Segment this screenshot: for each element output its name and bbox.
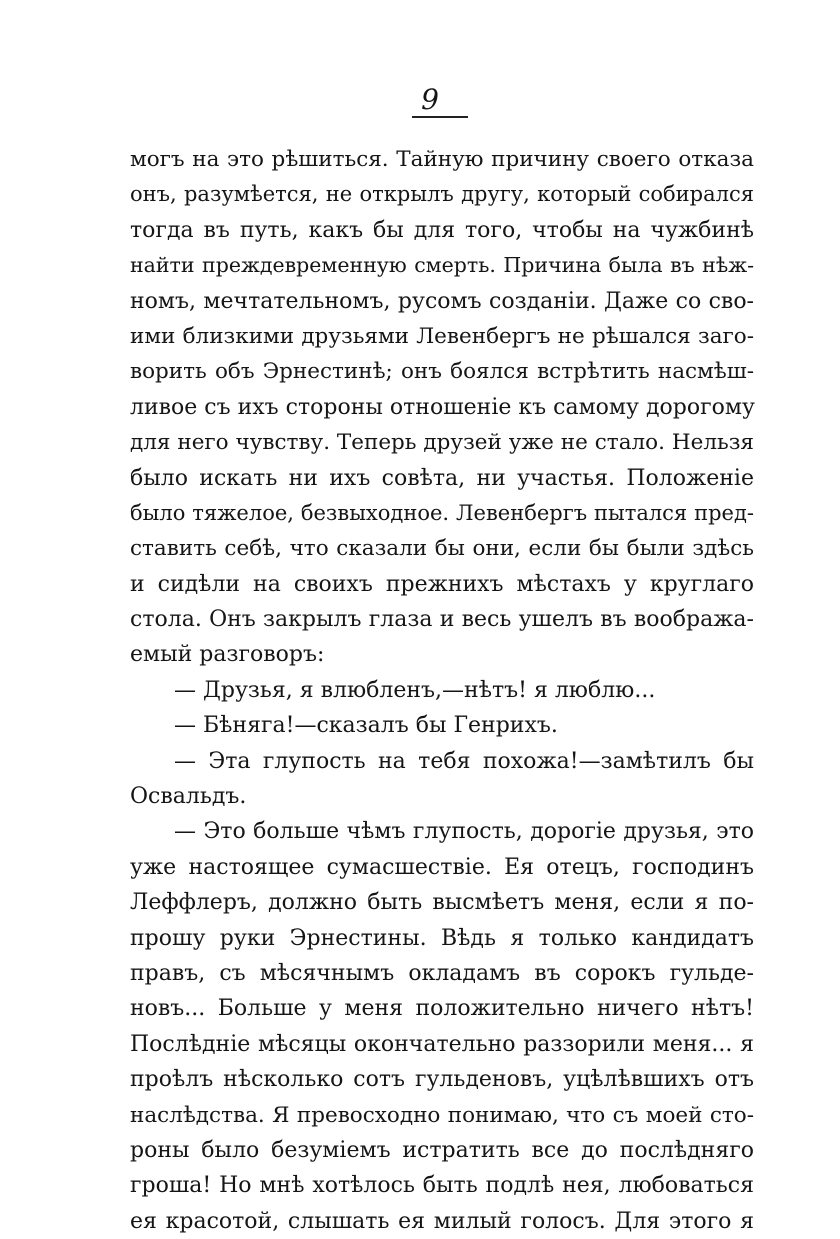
dialogue-line: — Друзья, я влюбленъ,—нѣтъ! я люблю... xyxy=(174,677,656,703)
dialogue-line: — Эта глупость на тебя похожа!—замѣтилъ бы xyxy=(174,748,754,774)
text-line: стола. Онъ закрылъ глаза и весь ушелъ въ вообража- xyxy=(130,607,754,633)
text-line: ея красотой, слышать ея милый голосъ. Для этого я xyxy=(130,1208,754,1234)
text-line: Послѣдніе мѣсяцы окончательно раззорили меня... я xyxy=(130,1031,754,1057)
text-line: новъ... Больше у меня положительно ничего нѣтъ! xyxy=(130,996,754,1022)
text-line: для него чувству. Теперь друзей уже не стало. Нельзя xyxy=(130,430,754,456)
text-line: было тяжелое, безвыходное. Левенбергъ пытался пред- xyxy=(130,500,754,525)
text-line: уже настоящее сумасшествіе. Ея отецъ, господинъ xyxy=(130,854,754,880)
text-line: Освальдъ. xyxy=(130,784,247,810)
text-line: проѣлъ нѣсколько сотъ гульденовъ, уцѣлѣвшихъ отъ xyxy=(130,1067,754,1093)
body-text xyxy=(130,142,754,1239)
text-line: номъ, мечтательномъ, русомъ созданіи. Даже со сво- xyxy=(130,288,754,314)
text-line: тогда въ путь, какъ бы для того, чтобы на чужбинѣ xyxy=(130,217,754,243)
text-line: найти преждевременную смерть. Причина была въ нѣж- xyxy=(130,253,754,278)
text-line: ливое съ ихъ стороны отношеніе къ самому дорогому xyxy=(130,394,755,420)
page-number: 9 xyxy=(421,83,439,116)
dialogue-line: — Это больше чѣмъ глупость, дорогіе друзья, это xyxy=(174,819,754,845)
text-line: ими близкими друзьями Левенбергъ не рѣшался заго- xyxy=(130,323,754,349)
text-line: наслѣдства. Я превосходно понимаю, что съ моей сто- xyxy=(130,1102,754,1128)
text-line: онъ, разумѣется, не открылъ другу, который собирался xyxy=(130,182,754,207)
text-line: ставить себѣ, что сказали бы они, если бы были здѣсь xyxy=(130,536,754,562)
page-number-underline xyxy=(412,116,468,118)
text-line: роны было безуміемъ истратить все до послѣдняго xyxy=(130,1137,754,1163)
text-line: емый разговоръ: xyxy=(130,642,325,668)
text-line: ворить объ Эрнестинѣ; онъ боялся встрѣтить насмѣш- xyxy=(130,359,754,385)
text-line: и сидѣли на своихъ прежнихъ мѣстахъ у круглаго xyxy=(130,571,754,597)
dialogue-line: — Бѣняга!—сказалъ бы Генрихъ. xyxy=(174,713,558,739)
text-line: Леффлеръ, должно быть высмѣетъ меня, если я по- xyxy=(130,890,754,916)
text-line: правъ, съ мѣсячнымъ окладамъ въ сорокъ гульде- xyxy=(130,960,754,986)
text-line: прошу руки Эрнестины. Вѣдь я только кандидатъ xyxy=(130,925,754,951)
text-line: было искать ни ихъ совѣта, ни участья. Положеніе xyxy=(130,465,754,491)
text-line: гроша! Но мнѣ хотѣлось быть подлѣ нея, любоваться xyxy=(130,1173,754,1199)
text-line: могъ на это рѣшиться. Тайную причину своего отказа xyxy=(130,147,754,172)
